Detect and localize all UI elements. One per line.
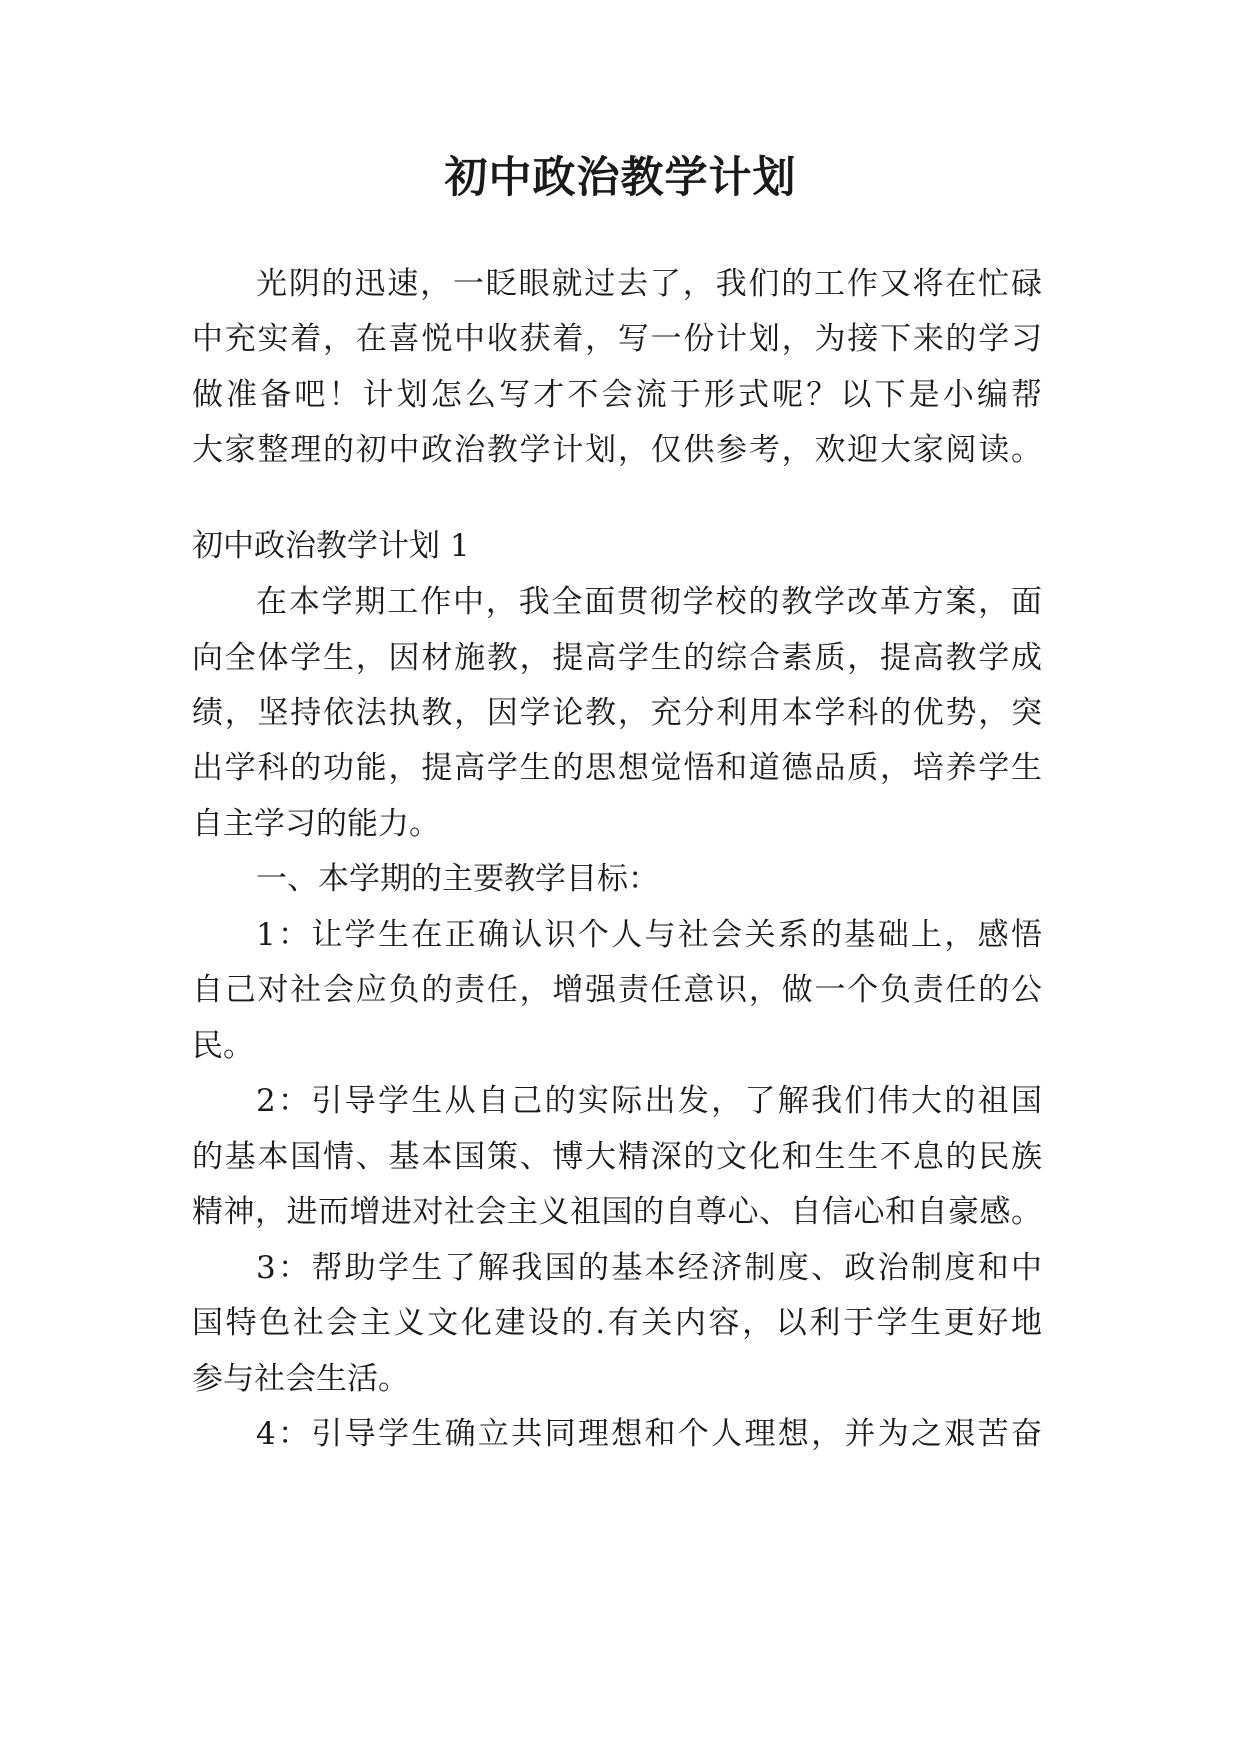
intro-line: 光阴的迅速，一眨眼就过去了，我们的工作又将在忙碌 — [256, 266, 1042, 302]
goal-line: 的基本国情、基本国策、博大精深的文化和生生不息的民族 — [192, 1139, 1042, 1175]
goal-line: 国特色社会主义文化建设的.有关内容，以利于学生更好地 — [192, 1305, 1042, 1341]
goal-line: 2：引导学生从自己的实际出发，了解我们伟大的祖国 — [256, 1083, 1042, 1119]
intro-line: 大家整理的初中政治教学计划，仅供参考，欢迎大家阅读。 — [192, 432, 1042, 468]
goal-line: 精神，进而增进对社会主义祖国的自尊心、自信心和自豪感。 — [192, 1194, 1042, 1230]
paragraph-line: 在本学期工作中，我全面贯彻学校的教学改革方案，面 — [256, 584, 1042, 620]
goal-line: 参与社会生活。 — [192, 1361, 409, 1397]
goal-line: 1：让学生在正确认识个人与社会关系的基础上，感悟 — [256, 917, 1042, 953]
section-heading: 初中政治教学计划 1 — [192, 528, 470, 564]
paragraph-line: 自主学习的能力。 — [192, 806, 440, 842]
goal-line: 自己对社会应负的责任，增强责任意识，做一个负责任的公 — [192, 972, 1042, 1008]
goal-line: 民。 — [192, 1028, 254, 1064]
paragraph-line: 绩，坚持依法执教，因学论教，充分利用本学科的优势，突 — [192, 695, 1042, 731]
intro-line: 做准备吧！计划怎么写才不会流于形式呢？以下是小编帮 — [192, 377, 1042, 413]
document-title: 初中政治教学计划 — [444, 153, 797, 203]
paragraph-line: 出学科的功能，提高学生的思想觉悟和道德品质，培养学生 — [192, 750, 1042, 786]
paragraph-line: 向全体学生，因材施教，提高学生的综合素质，提高教学成 — [192, 640, 1042, 676]
intro-line: 中充实着，在喜悦中收获着，写一份计划，为接下来的学习 — [192, 321, 1042, 357]
goal-line: 3：帮助学生了解我国的基本经济制度、政治制度和中 — [256, 1250, 1042, 1286]
goals-heading: 一、本学期的主要教学目标： — [256, 861, 659, 897]
goal-line: 4：引导学生确立共同理想和个人理想，并为之艰苦奋 — [256, 1416, 1042, 1452]
